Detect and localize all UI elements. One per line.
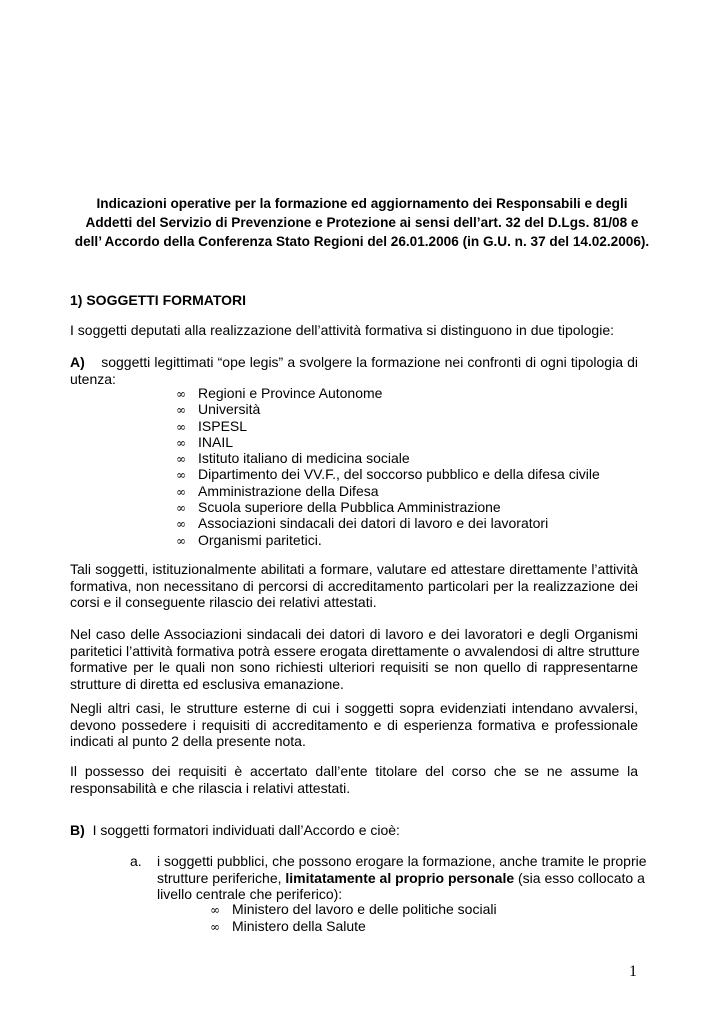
- list-item-text: Ministero della Salute: [232, 917, 366, 934]
- item-a-body: [157, 853, 647, 903]
- infinity-bullet-icon: ∞: [176, 501, 186, 516]
- point-a-marker: A): [70, 354, 85, 370]
- infinity-bullet-icon: ∞: [176, 419, 186, 434]
- point-a-paragraph: [70, 354, 638, 387]
- list-item: [176, 483, 600, 499]
- title-line: dell’ Accordo della Conferenza Stato Regioni del 26.01.2006 (in G.U. n. 37 del 14.02.2006).: [74, 234, 650, 249]
- infinity-bullet-icon: ∞: [176, 452, 186, 467]
- point-b-line: [70, 822, 638, 839]
- paragraph-line: indicati al punto 2 della presente nota.: [70, 733, 306, 749]
- ministries-list: [210, 901, 497, 934]
- infinity-bullet-icon: ∞: [176, 387, 186, 401]
- point-a-text: soggetti legittimati “ope legis” a svolgere la formazione nei confronti di ogni tipologia di: [101, 354, 638, 370]
- paragraph-line: formativa, non necessitano di percorsi di accreditamento particolari per la realizzazione dei: [70, 577, 638, 594]
- paragraph-associazioni: [70, 626, 638, 692]
- paragraph-line: responsabilità e che rilascia i relativi attestati.: [70, 779, 351, 796]
- entities-list: [176, 385, 600, 548]
- list-item-text: Amministrazione della Difesa: [198, 482, 379, 499]
- list-item: [176, 532, 600, 548]
- item-a-line: i soggetti pubblici, che possono erogare la formazione, anche tramite le proprie: [157, 853, 647, 869]
- item-a-line: livello centrale che periferico):: [157, 886, 343, 902]
- point-b-paragraph: [70, 822, 638, 839]
- infinity-bullet-icon: ∞: [176, 468, 186, 483]
- point-a-line: utenza:: [70, 370, 116, 387]
- item-a-emphasis: limitatamente al proprio personale: [285, 869, 515, 886]
- point-b-text: I soggetti formatori individuati dall’Accordo e cioè:: [92, 822, 400, 838]
- title-line: Indicazioni operative per la formazione ed aggiornamento dei Responsabili e degli: [96, 196, 628, 211]
- paragraph-possesso: [70, 763, 638, 796]
- list-item: [176, 418, 600, 434]
- document-title: [70, 194, 654, 251]
- paragraph-altri-casi: [70, 700, 638, 750]
- list-item-text: Ministero del lavoro e delle politiche sociali: [232, 901, 497, 917]
- paragraph-tali-soggetti: [70, 561, 638, 611]
- point-a-line: [70, 354, 638, 371]
- paragraph-line: corsi e il conseguente rilascio dei relativi attestati.: [70, 594, 377, 610]
- paragraph-line: formative per le quali non sono richiesti ulteriori requisiti se non quello di rappresentarne: [70, 659, 638, 675]
- infinity-bullet-icon: ∞: [210, 919, 220, 934]
- infinity-bullet-icon: ∞: [176, 533, 186, 548]
- list-item: [176, 434, 600, 450]
- paragraph-line: strutture di diretta ed esclusiva emanazione.: [70, 675, 344, 692]
- item-a-text: strutture periferiche,: [157, 869, 286, 886]
- item-a-marker: a.: [130, 853, 142, 869]
- list-item: [176, 450, 600, 466]
- list-item-text: Regioni e Province Autonome: [198, 385, 383, 401]
- paragraph-line: Il possesso dei requisiti è accertato dall’ente titolare del corso che se ne assume la: [70, 763, 638, 779]
- paragraph-line: devono possedere i requisiti di accreditamento e di esperienza formativa e professionale: [70, 716, 638, 733]
- list-item: [176, 466, 600, 482]
- infinity-bullet-icon: ∞: [210, 903, 220, 917]
- list-item-text: Università: [198, 401, 261, 418]
- paragraph-line: paritetici l’attività formativa potrà essere erogata direttamente o avvalendosi di altre strutture: [70, 642, 640, 659]
- infinity-bullet-icon: ∞: [176, 403, 186, 418]
- section-heading: 1) SOGGETTI FORMATORI: [70, 292, 247, 308]
- title-line: Addetti del Servizio di Prevenzione e Protezione ai sensi dell’art. 32 del D.Lgs. 81/08 e: [85, 215, 639, 230]
- list-item: [176, 401, 600, 417]
- list-item-text: Organismi paritetici.: [198, 531, 322, 548]
- list-item-text: Scuola superiore della Pubblica Amministrazione: [198, 499, 501, 516]
- point-b-marker: B): [70, 822, 85, 838]
- list-item-text: Istituto italiano di medicina sociale: [198, 450, 410, 467]
- list-item-text: INAIL: [198, 433, 234, 450]
- intro-paragraph: [70, 322, 638, 339]
- page-number: 1: [629, 963, 637, 980]
- list-item-text: Associazioni sindacali dei datori di lavoro e dei lavoratori: [198, 515, 549, 532]
- infinity-bullet-icon: ∞: [176, 435, 186, 450]
- list-item: [176, 515, 600, 531]
- item-a-text: (sia esso collocato a: [514, 869, 645, 886]
- list-item: [176, 385, 600, 401]
- list-item: [210, 918, 497, 935]
- item-a-line: [157, 869, 645, 887]
- paragraph-line: Nel caso delle Associazioni sindacali dei datori di lavoro e dei lavoratori e degli Organismi: [70, 626, 638, 642]
- paragraph-line: Tali soggetti, istituzionalmente abilitati a formare, valutare ed attestare direttamente l’attività: [70, 561, 638, 577]
- infinity-bullet-icon: ∞: [176, 517, 186, 532]
- list-item: [210, 901, 497, 918]
- intro-text: I soggetti deputati alla realizzazione dell’attività formativa si distinguono in due tipologie:: [70, 322, 614, 338]
- list-item-text: ISPESL: [198, 417, 248, 434]
- list-item-text: Dipartimento dei VV.F., del soccorso pubblico e della difesa civile: [198, 466, 600, 483]
- paragraph-line: Negli altri casi, le strutture esterne di cui i soggetti sopra evidenziati intendano avvalersi,: [70, 700, 638, 716]
- list-item: [176, 499, 600, 515]
- infinity-bullet-icon: ∞: [176, 484, 186, 499]
